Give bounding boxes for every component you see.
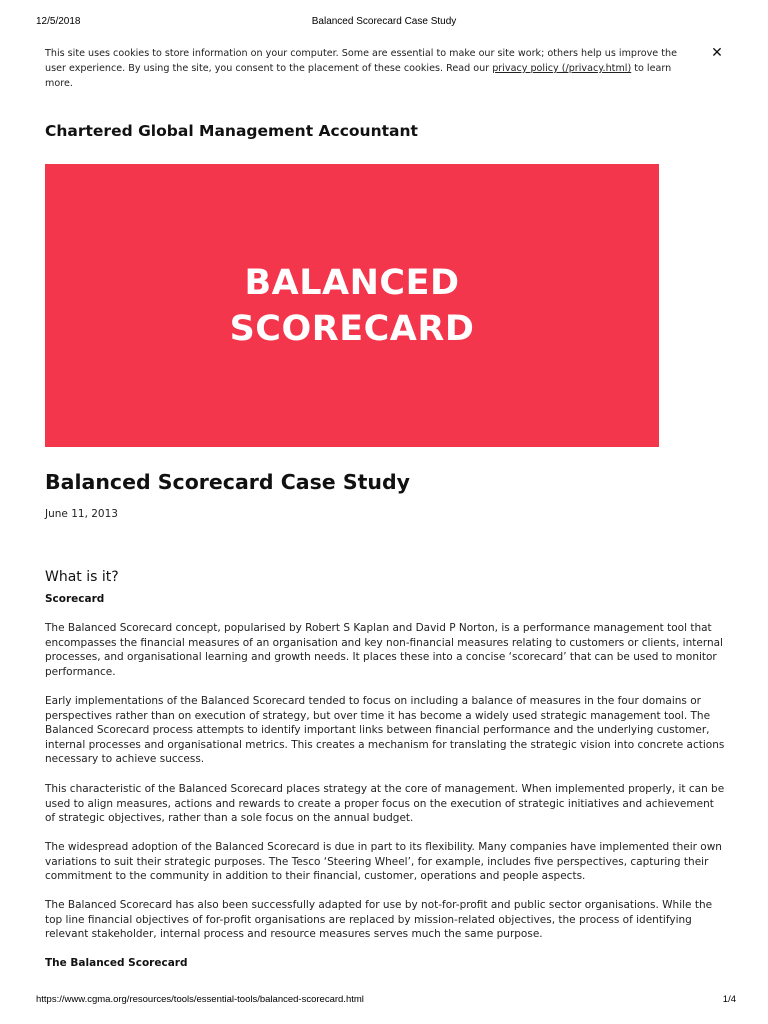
print-page-title: Balanced Scorecard Case Study <box>311 16 457 27</box>
close-icon[interactable]: ✕ <box>711 45 723 61</box>
article-title: Balanced Scorecard Case Study <box>45 470 411 494</box>
section-heading: What is it? <box>45 569 119 585</box>
paragraph: Early implementations of the Balanced Scorecard tended to focus on including a balance of measures in the four domains or perspectives rather than on execution of strategy, but over time it has become a widely used strategic management tool. The Balanced Scorecard process attempts to identify important links between financial performance and the underlying customer, internal processes and organisational metrics. This creates a mechanism for translating the strategic vision into concrete actions necessary to achieve success. <box>45 695 725 766</box>
cookie-banner-text: This site uses cookies to store information on your computer. Some are essential to make our site work; others help us improve the user experience. By using the site, you consent to the placement of these cookies. Read our <box>45 48 677 74</box>
hero-banner <box>45 164 659 447</box>
print-footer <box>36 994 736 1008</box>
cookie-banner-text-end: to learn more. <box>45 63 672 89</box>
print-url: https://www.cgma.org/resources/tools/essential-tools/balanced-scorecard.html <box>36 994 364 1005</box>
subheading-balanced-scorecard: The Balanced Scorecard <box>45 957 188 969</box>
hero-title-line-1: BALANCED <box>244 262 460 303</box>
print-header <box>36 16 732 30</box>
cookie-banner <box>45 46 685 91</box>
article-date: June 11, 2013 <box>45 508 118 520</box>
page-number: 1/4 <box>722 994 736 1005</box>
privacy-policy-link[interactable]: privacy policy (/privacy.html) <box>492 63 632 74</box>
print-date: 12/5/2018 <box>36 16 81 27</box>
paragraph: The Balanced Scorecard has also been successfully adapted for use by not-for-profit and public sector organisations. While the top line financial objectives of for-profit organisations are replaced by mission-related objectives, the process of identifying relevant stakeholder, internal process and resource measures serves much the same purpose. <box>45 899 713 941</box>
hero-title <box>230 260 475 352</box>
paragraph: This characteristic of the Balanced Scorecard places strategy at the core of management. When implemented properly, it can be used to align measures, actions and rewards to create a proper focus on the execution of strategic initiatives and achievement of strategic objectives, rather than a sole focus on the annual budget. <box>45 783 725 825</box>
subheading-scorecard: Scorecard <box>45 593 105 605</box>
paragraph: The widespread adoption of the Balanced Scorecard is due in part to its flexibility. Many companies have implemented their own variations to suit their strategic purposes. The Tesco ‘Steering Wheel’, for example, includes five perspectives, capturing their commitment to the community in addition to their financial, customer, operations and people aspects. <box>45 841 722 883</box>
hero-title-line-2: SCORECARD <box>229 308 475 349</box>
paragraph: The Balanced Scorecard concept, popularised by Robert S Kaplan and David P Norton, is a performance management tool that encompasses the financial measures of an organisation and key non-financial measures relating to customers or clients, internal processes, and organisational learning and growth needs. It places these into a concise ‘scorecard’ that can be used to monitor performance. <box>45 622 723 678</box>
site-name[interactable]: Chartered Global Management Accountant <box>45 122 418 140</box>
